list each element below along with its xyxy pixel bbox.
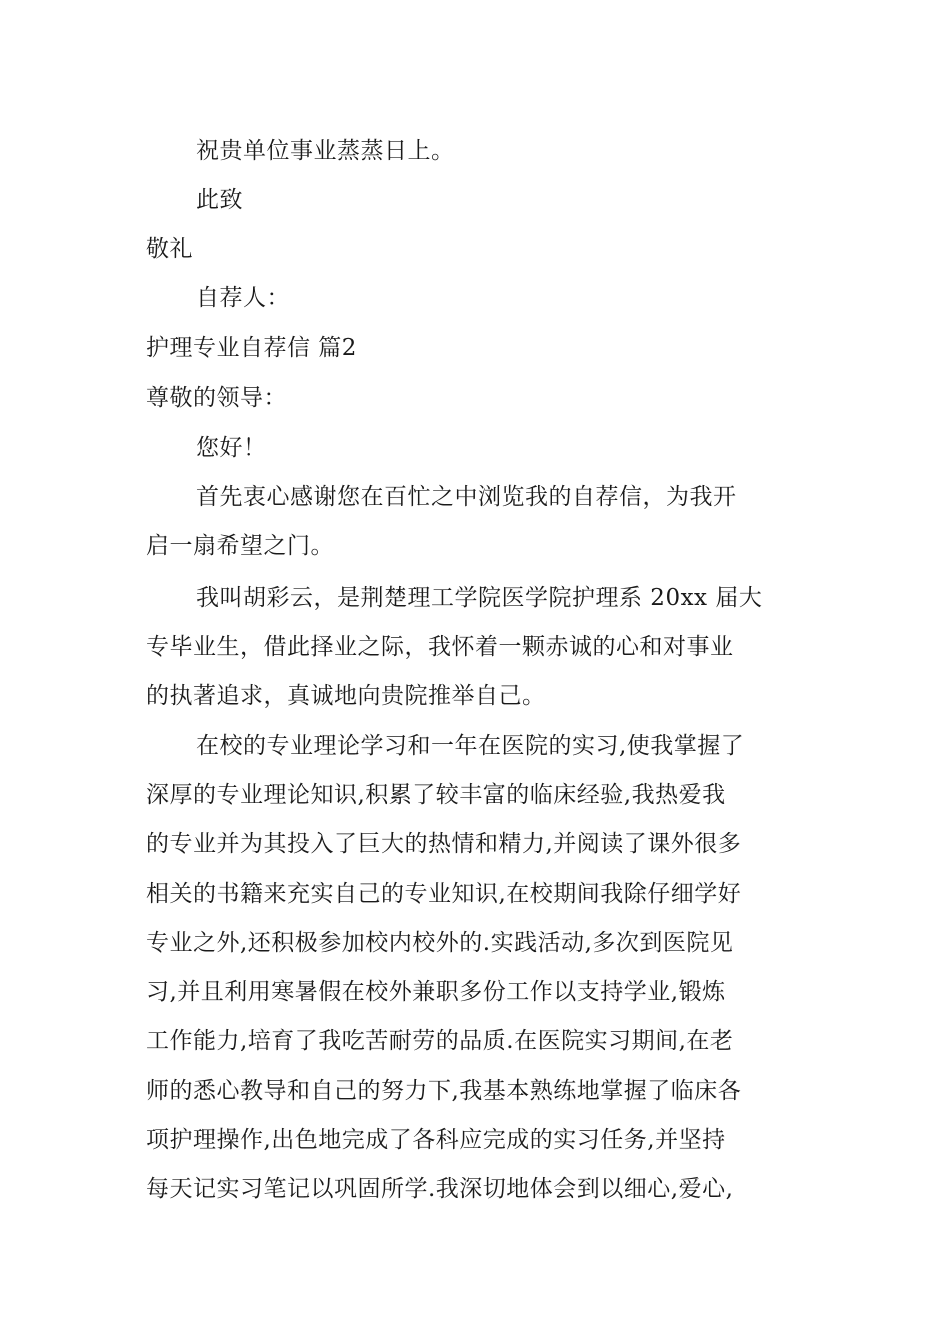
section-heading: 护理专业自荐信 篇2 bbox=[146, 335, 357, 361]
paragraph-line: 启一扇希望之门。 bbox=[146, 533, 334, 559]
paragraph-line: 师的悉心教导和自己的努力下,我基本熟练地掌握了临床各 bbox=[146, 1078, 742, 1104]
paragraph-line: 习,并且利用寒暑假在校外兼职多份工作以支持学业,锻炼 bbox=[146, 979, 726, 1005]
salutation-jingli: 敬礼 bbox=[146, 236, 193, 262]
paragraph-line: 工作能力,培育了我吃苦耐劳的品质.在医院实习期间,在老 bbox=[146, 1028, 734, 1054]
paragraph-line: 的专业并为其投入了巨大的热情和精力,并阅读了课外很多 bbox=[146, 831, 742, 857]
paragraph-line: 首先衷心感谢您在百忙之中浏览我的自荐信，为我开 bbox=[196, 484, 737, 510]
paragraph-line: 我叫胡彩云，是荆楚理工学院医学院护理系 20xx 届大 bbox=[196, 585, 763, 611]
closing-wish: 祝贵单位事业蒸蒸日上。 bbox=[196, 138, 455, 164]
paragraph-line: 深厚的专业理论知识,积累了较丰富的临床经验,我热爱我 bbox=[146, 782, 726, 808]
paragraph-line: 项护理操作,出色地完成了各科应完成的实习任务,并坚持 bbox=[146, 1127, 726, 1153]
paragraph-line: 在校的专业理论学习和一年在医院的实习,使我掌握了 bbox=[196, 733, 745, 759]
letter-hello: 您好！ bbox=[196, 435, 267, 461]
paragraph-line: 专业之外,还积极参加校内校外的.实践活动,多次到医院见 bbox=[146, 930, 734, 956]
salutation-cizhi: 此致 bbox=[196, 187, 243, 213]
signature-label: 自荐人： bbox=[196, 285, 290, 311]
letter-greeting: 尊敬的领导： bbox=[146, 385, 287, 411]
paragraph-line: 相关的书籍来充实自己的专业知识,在校期间我除仔细学好 bbox=[146, 881, 742, 907]
paragraph-line: 专毕业生，借此择业之际，我怀着一颗赤诚的心和对事业 bbox=[146, 634, 734, 660]
paragraph-line: 每天记实习笔记以巩固所学.我深切地体会到以细心,爱心, bbox=[146, 1176, 734, 1202]
paragraph-line: 的执著追求，真诚地向贵院推举自己。 bbox=[146, 683, 546, 709]
